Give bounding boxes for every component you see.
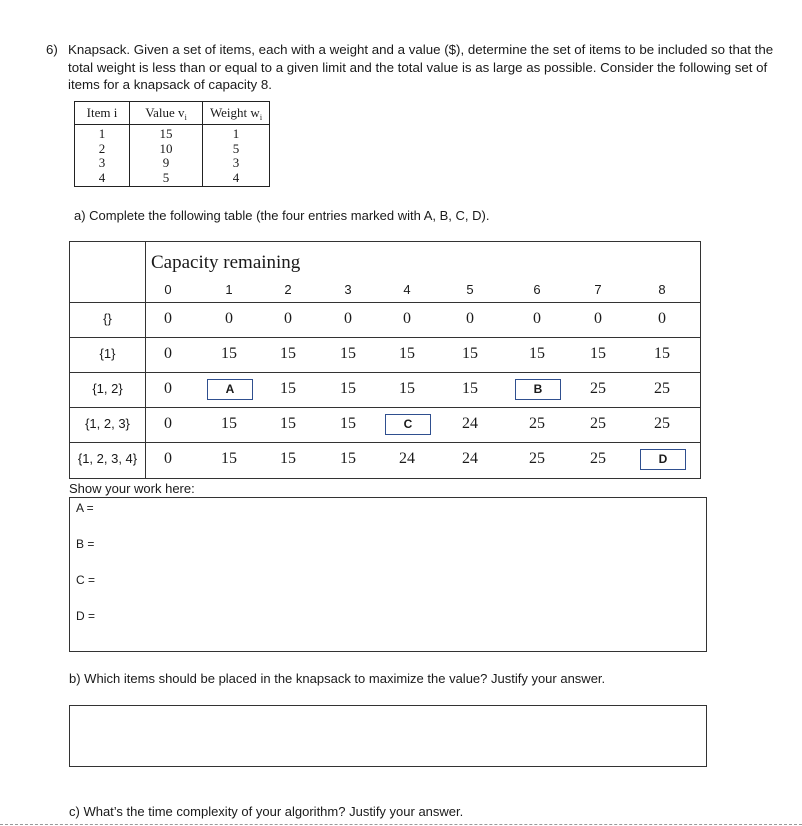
work-box[interactable] <box>69 497 707 652</box>
dp-cell: 25 <box>529 415 545 432</box>
dp-row-label: {1, 2, 3} <box>85 416 130 431</box>
items-header-item: Item i <box>75 102 130 125</box>
dp-cell: 0 <box>658 310 666 327</box>
dp-cell: 0 <box>403 310 411 327</box>
capacity-label: 8 <box>658 282 666 297</box>
dp-cell: 0 <box>284 310 292 327</box>
dp-cell: 15 <box>590 345 606 362</box>
dp-cell: 15 <box>221 450 237 467</box>
capacity-label: 7 <box>594 282 602 297</box>
work-line-c: C = <box>76 573 96 587</box>
items-header-value: Value $v_i$ <box>130 102 203 125</box>
dp-cell: 25 <box>654 415 670 432</box>
dp-cell: 0 <box>164 415 172 432</box>
capacity-label: 5 <box>466 282 474 297</box>
dp-cell: 25 <box>590 450 606 467</box>
items-col-item: 1 2 3 4 <box>75 125 130 187</box>
page-bottom-divider <box>0 824 802 825</box>
capacity-label: 1 <box>225 282 233 297</box>
answer-box-c[interactable]: C <box>385 414 431 435</box>
dp-row-label: {1} <box>99 346 116 361</box>
dp-cell: 15 <box>529 345 545 362</box>
answer-box-a[interactable]: A <box>207 379 253 400</box>
dp-cell: 0 <box>344 310 352 327</box>
dp-cell: 0 <box>164 345 172 362</box>
dp-cell: 15 <box>280 415 296 432</box>
dp-row-label: {} <box>103 311 112 326</box>
dp-row-label: {1, 2} <box>92 381 123 396</box>
dp-cell: 24 <box>399 450 415 467</box>
dp-cell: 15 <box>399 380 415 397</box>
work-line-b: B = <box>76 537 95 551</box>
capacity-label: 6 <box>533 282 541 297</box>
capacity-label: 4 <box>403 282 411 297</box>
dp-cell: 15 <box>654 345 670 362</box>
dp-cell: 15 <box>221 345 237 362</box>
question-text: Knapsack. Given a set of items, each with a weight and a value ($), determine the set of items to be included so that the total weight is less than or equal to a given limit and the total value is as large as possible. Consider the following set of items for a knapsack of capacity 8. <box>68 42 774 92</box>
part-b-prompt: b) Which items should be placed in the knapsack to maximize the value? Justify your answer. <box>69 671 606 686</box>
dp-cell: 15 <box>280 380 296 397</box>
question-number: 6) <box>46 42 58 57</box>
dp-cell: 0 <box>533 310 541 327</box>
dp-cell: 0 <box>164 310 172 327</box>
work-label: Show your work here: <box>69 481 195 496</box>
dp-cell: 25 <box>529 450 545 467</box>
dp-cell: 25 <box>654 380 670 397</box>
dp-cell: 24 <box>462 450 478 467</box>
answer-box-b[interactable]: B <box>515 379 561 400</box>
dp-title: Capacity remaining <box>151 252 301 273</box>
dp-cell: 15 <box>340 345 356 362</box>
dp-cell: 25 <box>590 415 606 432</box>
dp-cell: 15 <box>462 345 478 362</box>
dp-cell: 15 <box>340 380 356 397</box>
part-c-prompt: c) What’s the time complexity of your algorithm? Justify your answer. <box>69 804 464 819</box>
dp-cell: 15 <box>221 415 237 432</box>
dp-cell: 0 <box>164 450 172 467</box>
capacity-label: 3 <box>344 282 352 297</box>
dp-cell: 0 <box>594 310 602 327</box>
dp-cell: 0 <box>225 310 233 327</box>
dp-row-label: {1, 2, 3, 4} <box>77 451 138 466</box>
question-block <box>46 41 776 94</box>
dp-table <box>69 241 701 479</box>
items-header-weight: Weight $w_i$ <box>203 102 270 125</box>
dp-cell: 15 <box>340 450 356 467</box>
capacity-label: 2 <box>284 282 292 297</box>
dp-cell: 15 <box>462 380 478 397</box>
dp-cell: 25 <box>590 380 606 397</box>
dp-cell: 15 <box>280 450 296 467</box>
dp-cell: 15 <box>340 415 356 432</box>
part-a-prompt: a) Complete the following table (the four entries marked with A, B, C, D). <box>74 208 490 223</box>
answer-b-box[interactable] <box>69 705 707 767</box>
dp-cell: 0 <box>466 310 474 327</box>
dp-cell: 15 <box>399 345 415 362</box>
items-table <box>74 101 270 187</box>
items-col-weight: 1 5 3 4 <box>203 125 270 187</box>
dp-cell: 0 <box>164 380 172 397</box>
dp-cell: 24 <box>462 415 478 432</box>
dp-cell: 15 <box>280 345 296 362</box>
answer-box-d[interactable]: D <box>640 449 686 470</box>
capacity-label: 0 <box>164 282 172 297</box>
items-col-value: 15 10 9 5 <box>130 125 203 187</box>
work-line-d: D = <box>76 609 96 623</box>
work-line-a: A = <box>76 501 94 515</box>
